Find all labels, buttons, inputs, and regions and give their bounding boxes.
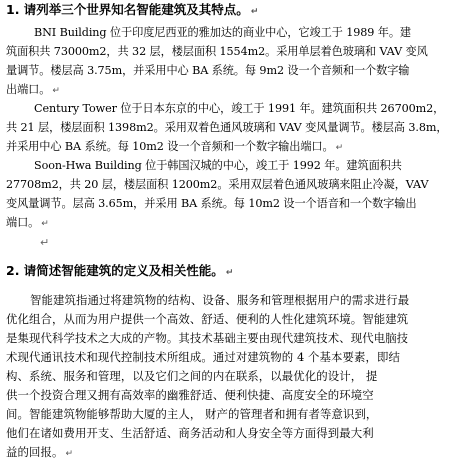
paragraph-mark-icon: ↵ [40, 236, 50, 249]
text-line: 术现代通讯技术和现代控制技术所组成。通过对建筑物的 4 个基本要素，即结 [6, 350, 400, 364]
text-line: 间。智能建筑物能够帮助大厦的主人， 财产的管理者和拥有者等意识到， [6, 407, 378, 421]
text-line [6, 215, 49, 232]
text-line: 筑面积共 73000m2，共 32 层，楼层面积 1554m2。采用单层着色玻璃和 VAV 变风 [6, 45, 428, 58]
text-line: 共 21 层，楼层面积 1398m2。采用双着色通风玻璃和 VAV 变风量调节。楼层高 3.8m， [6, 121, 448, 134]
text-line-content: 益的回报。 [6, 445, 64, 459]
section1-heading-text: 1. 请列举三个世界知名智能建筑及其特点。 [6, 2, 249, 17]
text-line-content: 并采用中心 BA 系统。每 10m2 设一个音频和一个数字输出端口。 [6, 140, 334, 153]
text-line [6, 139, 343, 156]
text-line [6, 82, 60, 99]
text-line: 变风量调节。层高 3.65m，并采用 BA 系统。每 10m2 设一个语音和一个数字输出 [6, 197, 417, 210]
paragraph-mark-icon: ↵ [335, 143, 344, 153]
paragraph-mark-icon: ↵ [225, 268, 234, 278]
section2-heading [6, 263, 233, 281]
text-line: 优化组合，从而为用户提供一个高效、舒适、便利的人性化建筑环境。智能建筑 [6, 312, 409, 326]
text-line: 智能建筑指通过将建筑物的结构、设备、服务和管理根据用户的需求进行最 [30, 293, 410, 307]
text-line-content: 端口。 [6, 216, 40, 229]
text-line: 他们在诸如费用开支、生活舒适、商务活动和人身安全等方面得到最大利 [6, 426, 374, 440]
text-line: Century Tower 位于日本东京的中心，竣工于 1991 年。建筑面积共 26700m2， [34, 102, 445, 115]
text-line [6, 444, 73, 462]
paragraph-mark-icon: ↵ [65, 449, 74, 459]
text-line: 是集现代科学技术之大成的产物。其技术基础主要由现代建筑技术、现代电脑技 [6, 331, 409, 345]
text-line: 27708m2，共 20 层，楼层面积 1200m2。采用双层着色通风玻璃来阻止冷凝，VAV [6, 178, 429, 191]
text-line: 构、系统、服务和管理，以及它们之间的内在联系，以最优化的设计， 提 [6, 369, 378, 383]
text-line: 供一个投资合理又拥有高效率的幽雅舒适、便利快捷、高度安全的环境空 [6, 388, 374, 402]
section1-heading [6, 2, 258, 20]
paragraph-mark-icon: ↵ [52, 86, 60, 96]
text-line: BNI Building 位于印度尼西亚的雅加达的商业中心，它竣工于 1989 年。建 [34, 26, 412, 39]
paragraph-mark-icon: ↵ [250, 7, 259, 17]
text-line: 量调节。楼层高 3.75m，并采用中心 BA 系统。每 9m2 设一个音频和一个数字输 [6, 64, 410, 77]
text-line-content: 出端口。 [6, 83, 51, 96]
paragraph-mark-icon: ↵ [41, 219, 49, 229]
text-line: Soon-Hwa Building 位于韩国汉城的中心，竣工于 1992 年。建筑面积共 [34, 159, 402, 172]
section2-heading-text: 2. 请简述智能建筑的定义及相关性能。 [6, 263, 224, 278]
